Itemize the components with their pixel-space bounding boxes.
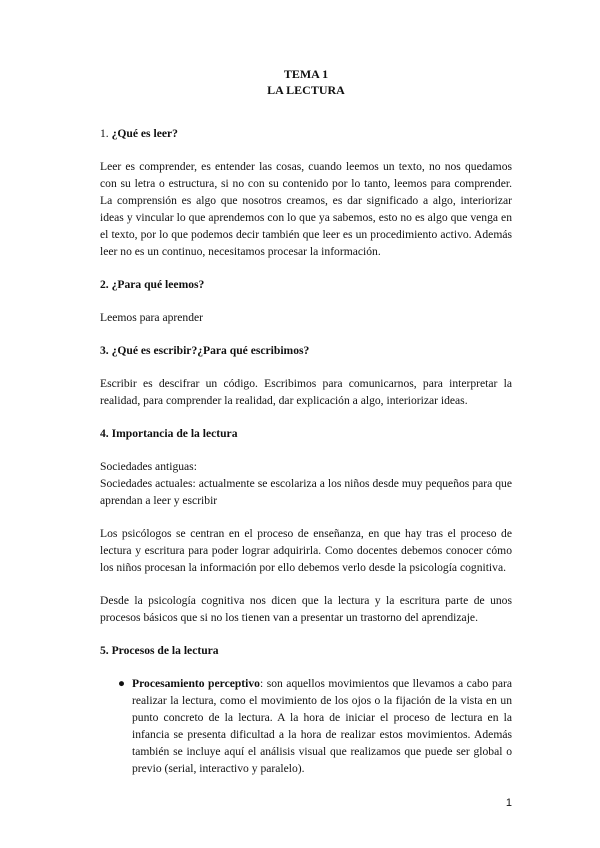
section-4-line-current: Sociedades actuales: actualmente se escolariza a los niños desde muy pequeños para que aprendan a leer y escribir (100, 477, 512, 507)
title-block (100, 66, 512, 98)
list-item (100, 675, 512, 777)
section-1-title: ¿Qué es leer? (111, 127, 178, 140)
doc-tema: TEMA 1 (283, 67, 329, 81)
list-item-text: : son aquellos movimientos que llevamos a cabo para realizar la lectura, como el movimiento de los ojos o la fijación de la vista en un punto concreto de la lectura. A la hora de iniciar el proceso de lectura en la infancia se presenta dificultad a la hora de realizar estos movimientos. Además también se incluye aquí el análisis visual que realizamos que puede ser global o previo (serial, interactivo y paralelo). (132, 677, 512, 775)
section-4-line-ancient: Sociedades antiguas: (100, 460, 197, 473)
section-1-number: 1. (100, 127, 109, 140)
section-4-paragraph-2: Los psicólogos se centran en el proceso de enseñanza, en que hay tras el proceso de lectura y escritura para poder lograr adquirirla. Como docentes debemos conocer cómo los niños procesan la información por ello debemos verlo desde la psicología cognitiva. (100, 527, 512, 574)
doc-title: LA LECTURA (267, 83, 345, 97)
list-item-term: Procesamiento perceptivo (132, 677, 260, 690)
section-5-list (100, 675, 512, 777)
page-number: 1 (505, 797, 512, 809)
section-1-paragraph: Leer es comprender, es entender las cosas, cuando leemos un texto, no nos quedamos con su letra o estructura, si no con su contenido por lo tanto, leemos para comprender. La comprensión es algo que nosotros creamos, es dar significado a algo, interiorizar ideas y vincular lo que aprendemos con lo que ya sabemos, esto no es algo que venga en el texto, por lo que podemos decir también que leer es un procedimiento activo. Además leer no es un continuo, necesitamos procesar la información. (100, 160, 512, 258)
section-2-paragraph: Leemos para aprender (100, 311, 203, 324)
section-3-paragraph: Escribir es descifrar un código. Escribimos para comunicarnos, para interpretar la realidad, para comprender la realidad, dar explicación a algo, interiorizar ideas. (100, 377, 512, 407)
section-3-heading: 3. ¿Qué es escribir?¿Para qué escribimos? (100, 344, 310, 357)
bullet-icon: ● (118, 677, 126, 690)
section-2-heading: 2. ¿Para qué leemos? (100, 278, 205, 291)
section-4-societies (100, 458, 512, 509)
document-body (100, 66, 512, 777)
section-1-heading (100, 125, 512, 142)
section-5-heading: 5. Procesos de la lectura (100, 644, 219, 657)
section-4-paragraph-3: Desde la psicología cognitiva nos dicen que la lectura y la escritura parte de unos procesos básicos que si no los tienen van a presentar un trastorno del aprendizaje. (100, 594, 512, 624)
section-4-heading: 4. Importancia de la lectura (100, 427, 238, 440)
